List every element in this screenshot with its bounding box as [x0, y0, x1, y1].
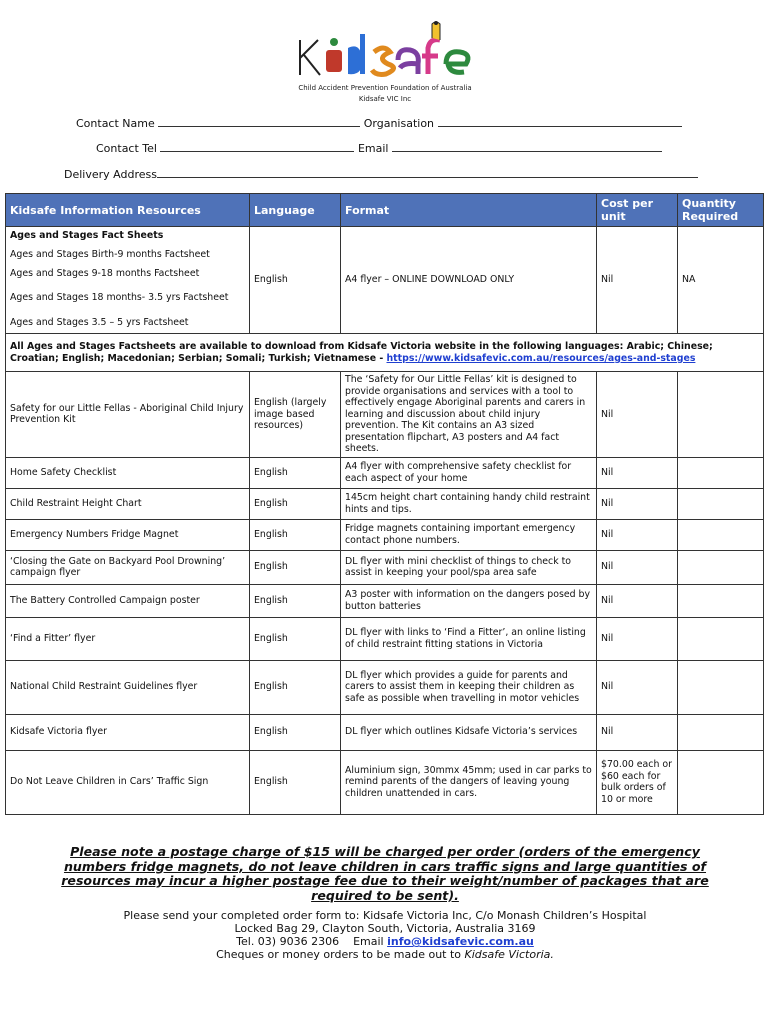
resource-cost: Nil [597, 714, 678, 750]
resource-name: Safety for our Little Fellas - Aboriginal Child Injury Prevention Kit [6, 372, 250, 458]
delivery-address-row [64, 167, 698, 181]
footer-email-label: Email [353, 935, 384, 948]
contact-name-label: Contact Name [76, 117, 155, 130]
resource-cost: Nil [597, 457, 678, 488]
footer-line-1: Please send your completed order form to: Kidsafe Victoria Inc, C/o Monash Children’s Hospital [123, 909, 647, 922]
languages-note-row [6, 334, 764, 372]
table-row [6, 457, 764, 488]
table-header-row [6, 194, 764, 227]
resource-cost: Nil [597, 519, 678, 550]
footer-tel: Tel. 03) 9036 2306 [236, 935, 340, 948]
table-row [6, 617, 764, 660]
resource-format: DL flyer which provides a guide for parents and carers to assist them in keeping their children as safe as possible when travelling in motor vehicles [341, 660, 597, 714]
delivery-address-label: Delivery Address [64, 168, 157, 181]
footer-email-link[interactable]: info@kidsafevic.com.au [387, 935, 534, 948]
organisation-field[interactable] [438, 116, 682, 127]
contact-name-field[interactable] [158, 116, 360, 127]
ages-cost: Nil [597, 227, 678, 334]
resource-qty[interactable] [678, 519, 764, 550]
table-row [6, 372, 764, 458]
table-row [6, 750, 764, 814]
table-row [6, 519, 764, 550]
header-format: Format [341, 194, 597, 227]
resource-name: Child Restraint Height Chart [6, 488, 250, 519]
resource-language: English [250, 584, 341, 617]
header-qty: Quantity Required [678, 194, 764, 227]
ages-title-row [6, 227, 764, 246]
table-row [6, 714, 764, 750]
resource-name: Do Not Leave Children in Cars’ Traffic Sign [6, 750, 250, 814]
resource-format: A3 poster with information on the dangers posed by button batteries [341, 584, 597, 617]
header-language: Language [250, 194, 341, 227]
resource-name: The Battery Controlled Campaign poster [6, 584, 250, 617]
ages-language: English [250, 227, 341, 334]
resource-cost: Nil [597, 617, 678, 660]
resource-name: ‘Find a Fitter’ flyer [6, 617, 250, 660]
kidsafe-logo-icon [290, 20, 480, 90]
ages-format: A4 flyer – ONLINE DOWNLOAD ONLY [341, 227, 597, 334]
resource-qty[interactable] [678, 584, 764, 617]
ages-item-3: Ages and Stages 18 months- 3.5 yrs Factsheet [6, 283, 250, 312]
table-row [6, 550, 764, 584]
resource-cost: Nil [597, 550, 678, 584]
resource-name: Home Safety Checklist [6, 457, 250, 488]
delivery-address-field[interactable] [157, 167, 698, 178]
resource-qty[interactable] [678, 372, 764, 458]
resource-format: 145cm height chart containing handy child restraint hints and tips. [341, 488, 597, 519]
contact-tel-field[interactable] [160, 141, 354, 152]
resource-format: Fridge magnets containing important emergency contact phone numbers. [341, 519, 597, 550]
email-field[interactable] [392, 141, 662, 152]
organisation-label: Organisation [363, 117, 435, 130]
resource-qty[interactable] [678, 617, 764, 660]
resource-language: English [250, 750, 341, 814]
ages-qty[interactable]: NA [678, 227, 764, 334]
resource-format: DL flyer with mini checklist of things to check to assist in keeping your pool/spa area safe [341, 550, 597, 584]
resource-qty[interactable] [678, 660, 764, 714]
logo-tagline: Child Accident Prevention Foundation of Australia [298, 84, 472, 92]
resource-qty[interactable] [678, 457, 764, 488]
resource-language: English [250, 617, 341, 660]
resource-qty[interactable] [678, 714, 764, 750]
kidsafe-logo [290, 20, 480, 106]
contact-tel-row [96, 141, 662, 155]
header-cost: Cost per unit [597, 194, 678, 227]
postage-note: Please note a postage charge of $15 will be charged per order (orders of the emergency numbers fridge magnets, do not leave children in cars traffic signs and large quantities of resources may incur a higher postage fee due to their weight/number of packages that are required to be sent). [61, 844, 709, 903]
resource-qty[interactable] [678, 550, 764, 584]
ages-item-4: Ages and Stages 3.5 – 5 yrs Factsheet [6, 312, 250, 334]
resource-name: Kidsafe Victoria flyer [6, 714, 250, 750]
resource-format: DL flyer with links to ‘Find a Fitter’, an online listing of child restraint fitting stations in Victoria [341, 617, 597, 660]
table-row [6, 488, 764, 519]
resource-cost: Nil [597, 372, 678, 458]
footer-cheques-prefix: Cheques or money orders to be made out to [216, 948, 462, 961]
resource-language: English [250, 519, 341, 550]
resource-cost: Nil [597, 660, 678, 714]
resource-format: DL flyer which outlines Kidsafe Victoria’s services [341, 714, 597, 750]
resource-cost: Nil [597, 488, 678, 519]
resource-language: English [250, 488, 341, 519]
resource-format: The ‘Safety for Our Little Fellas’ kit is designed to provide organisations and services with a tool to effectively engage Aboriginal parents and carers in learning and discussion about child injury prevention. The Kit contains an A3 sized presentation flipchart, A3 posters and A4 fact sheets. [341, 372, 597, 458]
footer-cheques-line [60, 948, 710, 961]
email-label: Email [357, 142, 389, 155]
languages-note-text: All Ages and Stages Factsheets are available to download from Kidsafe Victoria website in the following languages: Arabic; Chinese; Croatian; English; Macedonian; Serbian; Somali; Turkish; Vietnamese - [10, 341, 713, 364]
resource-cost: Nil [597, 584, 678, 617]
contact-name-row [76, 116, 682, 130]
contact-tel-label: Contact Tel [96, 142, 157, 155]
ages-item-1: Ages and Stages Birth-9 months Factsheet [6, 245, 250, 264]
resource-name: Emergency Numbers Fridge Magnet [6, 519, 250, 550]
resource-cost: $70.00 each or $60 each for bulk orders of 10 or more [597, 750, 678, 814]
resource-qty[interactable] [678, 750, 764, 814]
resource-format: Aluminium sign, 30mmx 45mm; used in car parks to remind parents of the dangers of leaving young children unattended in cars. [341, 750, 597, 814]
table-row [6, 584, 764, 617]
resource-name: National Child Restraint Guidelines flyer [6, 660, 250, 714]
resource-language: English [250, 714, 341, 750]
ages-item-2: Ages and Stages 9-18 months Factsheet [6, 264, 250, 283]
footer-cheques-payee: Kidsafe Victoria. [464, 948, 554, 961]
header-resource: Kidsafe Information Resources [6, 194, 250, 227]
languages-note [6, 334, 764, 372]
ages-stages-link[interactable]: https://www.kidsafevic.com.au/resources/ages-and-stages [386, 352, 696, 364]
resource-language: English (largely image based resources) [250, 372, 341, 458]
resource-language: English [250, 660, 341, 714]
resources-table [5, 193, 764, 815]
ages-title: Ages and Stages Fact Sheets [6, 227, 250, 246]
footer-line-2: Locked Bag 29, Clayton South, Victoria, Australia 3169 [234, 922, 536, 935]
table-row [6, 660, 764, 714]
resource-qty[interactable] [678, 488, 764, 519]
resource-name: ‘Closing the Gate on Backyard Pool Drowning’ campaign flyer [6, 550, 250, 584]
resource-language: English [250, 457, 341, 488]
logo-org: Kidsafe VIC Inc [358, 95, 412, 103]
footer [60, 909, 710, 961]
footer-contact-line [60, 935, 710, 948]
resource-format: A4 flyer with comprehensive safety checklist for each aspect of your home [341, 457, 597, 488]
resource-language: English [250, 550, 341, 584]
